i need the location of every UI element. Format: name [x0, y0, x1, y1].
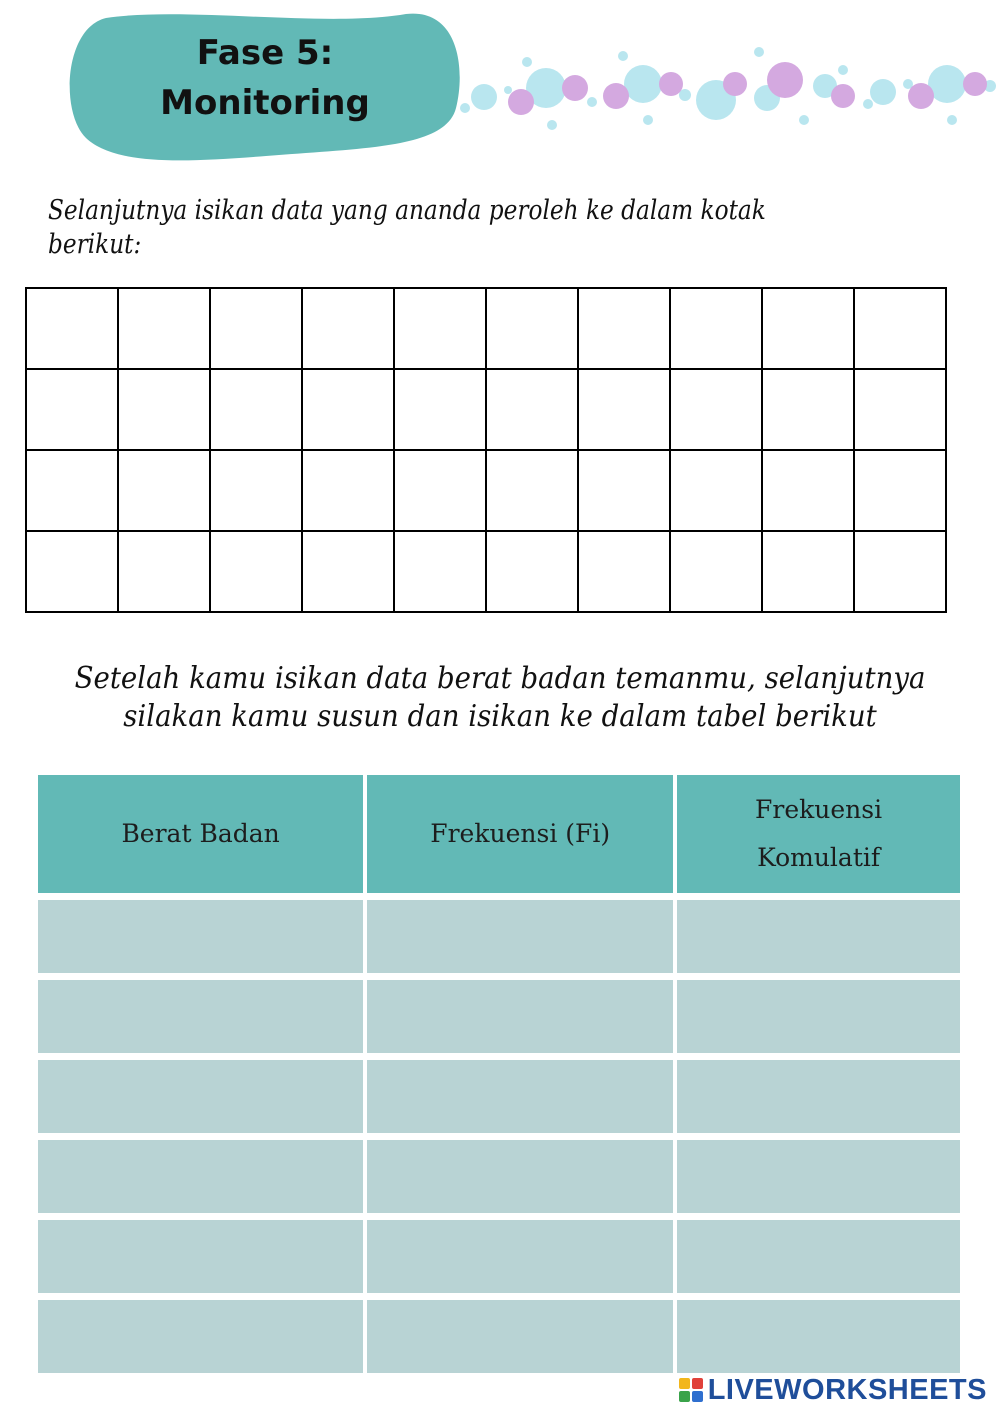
- table-cell[interactable]: [367, 1140, 673, 1213]
- grid-cell[interactable]: [26, 531, 118, 612]
- grid-cell[interactable]: [394, 450, 486, 531]
- table-cell[interactable]: [38, 1140, 363, 1213]
- table-cell[interactable]: [367, 1060, 673, 1133]
- grid-cell[interactable]: [118, 369, 210, 450]
- grid-row: [26, 450, 946, 531]
- liveworksheets-logo-icon: [678, 1377, 704, 1403]
- table-cell[interactable]: [677, 1220, 960, 1293]
- header-frekuensi: [367, 775, 673, 893]
- title-line-2: Monitoring: [160, 83, 370, 123]
- table-cell[interactable]: [677, 1140, 960, 1213]
- grid-cell[interactable]: [210, 369, 302, 450]
- table-row: [38, 1060, 960, 1133]
- table-row: [38, 980, 960, 1053]
- grid-cell[interactable]: [302, 369, 394, 450]
- grid-cell[interactable]: [302, 450, 394, 531]
- grid-cell[interactable]: [486, 288, 578, 369]
- instruction-1-line-1: Selanjutnya isikan data yang ananda peroleh ke dalam kotak: [48, 195, 766, 226]
- grid-cell[interactable]: [762, 531, 854, 612]
- grid-cell[interactable]: [578, 450, 670, 531]
- table-cell[interactable]: [677, 900, 960, 973]
- table-row: [38, 1220, 960, 1293]
- grid-row: [26, 369, 946, 450]
- table-cell[interactable]: [38, 1220, 363, 1293]
- footer-brand-text: LIVEWORKSHEETS: [707, 1373, 987, 1406]
- grid-cell[interactable]: [302, 288, 394, 369]
- grid-cell[interactable]: [578, 369, 670, 450]
- grid-cell[interactable]: [486, 369, 578, 450]
- instruction-text-2: [68, 660, 933, 736]
- grid-cell[interactable]: [578, 288, 670, 369]
- header-berat-badan-label: Berat Badan: [121, 819, 280, 848]
- grid-cell[interactable]: [854, 369, 946, 450]
- table-row: [38, 1300, 960, 1373]
- grid-cell[interactable]: [670, 450, 762, 531]
- grid-cell[interactable]: [486, 450, 578, 531]
- table-cell[interactable]: [38, 900, 363, 973]
- grid-row: [26, 288, 946, 369]
- table-cell[interactable]: [367, 980, 673, 1053]
- instruction-text-1: [48, 194, 822, 262]
- frequency-table: [34, 768, 964, 1380]
- table-cell[interactable]: [677, 1300, 960, 1373]
- grid-cell[interactable]: [762, 450, 854, 531]
- instruction-1-line-2: berikut:: [48, 229, 142, 260]
- header-frekuensi-komulatif-line-1: Frekuensi: [755, 795, 883, 824]
- grid-cell[interactable]: [670, 369, 762, 450]
- table-cell[interactable]: [677, 980, 960, 1053]
- data-entry-grid: [25, 287, 947, 613]
- table-cell[interactable]: [367, 1300, 673, 1373]
- table-cell[interactable]: [38, 980, 363, 1053]
- grid-cell[interactable]: [578, 531, 670, 612]
- grid-row: [26, 531, 946, 612]
- grid-cell[interactable]: [670, 288, 762, 369]
- grid-cell[interactable]: [762, 369, 854, 450]
- table-header-row: [38, 775, 960, 893]
- grid-cell[interactable]: [118, 450, 210, 531]
- grid-cell[interactable]: [394, 531, 486, 612]
- grid-cell[interactable]: [762, 288, 854, 369]
- instruction-2-line-2: silakan kamu susun dan isikan ke dalam tabel berikut: [123, 699, 877, 734]
- grid-cell[interactable]: [210, 450, 302, 531]
- grid-cell[interactable]: [854, 288, 946, 369]
- header-frekuensi-label: Frekuensi (Fi): [430, 819, 611, 848]
- table-cell[interactable]: [367, 900, 673, 973]
- table-row: [38, 1140, 960, 1213]
- grid-cell[interactable]: [854, 531, 946, 612]
- grid-cell[interactable]: [26, 288, 118, 369]
- grid-cell[interactable]: [670, 531, 762, 612]
- header-frekuensi-komulatif: [677, 775, 960, 893]
- grid-cell[interactable]: [210, 531, 302, 612]
- table-cell[interactable]: [38, 1060, 363, 1133]
- decorative-bubbles: [455, 40, 999, 135]
- table-cell[interactable]: [38, 1300, 363, 1373]
- grid-cell[interactable]: [26, 450, 118, 531]
- header-berat-badan: [38, 775, 363, 893]
- grid-cell[interactable]: [302, 531, 394, 612]
- grid-cell[interactable]: [210, 288, 302, 369]
- grid-cell[interactable]: [394, 369, 486, 450]
- grid-cell[interactable]: [486, 531, 578, 612]
- grid-cell[interactable]: [118, 288, 210, 369]
- header-frekuensi-komulatif-line-2: Komulatif: [757, 843, 881, 872]
- grid-cell[interactable]: [26, 369, 118, 450]
- table-cell[interactable]: [367, 1220, 673, 1293]
- instruction-2-line-1: Setelah kamu isikan data berat badan temanmu, selanjutnya: [74, 661, 926, 696]
- title-line-1: Fase 5:: [196, 33, 334, 73]
- grid-cell[interactable]: [118, 531, 210, 612]
- liveworksheets-footer: [678, 1372, 987, 1408]
- page-title: [120, 28, 410, 128]
- grid-cell[interactable]: [394, 288, 486, 369]
- grid-cell[interactable]: [854, 450, 946, 531]
- table-row: [38, 900, 960, 973]
- table-cell[interactable]: [677, 1060, 960, 1133]
